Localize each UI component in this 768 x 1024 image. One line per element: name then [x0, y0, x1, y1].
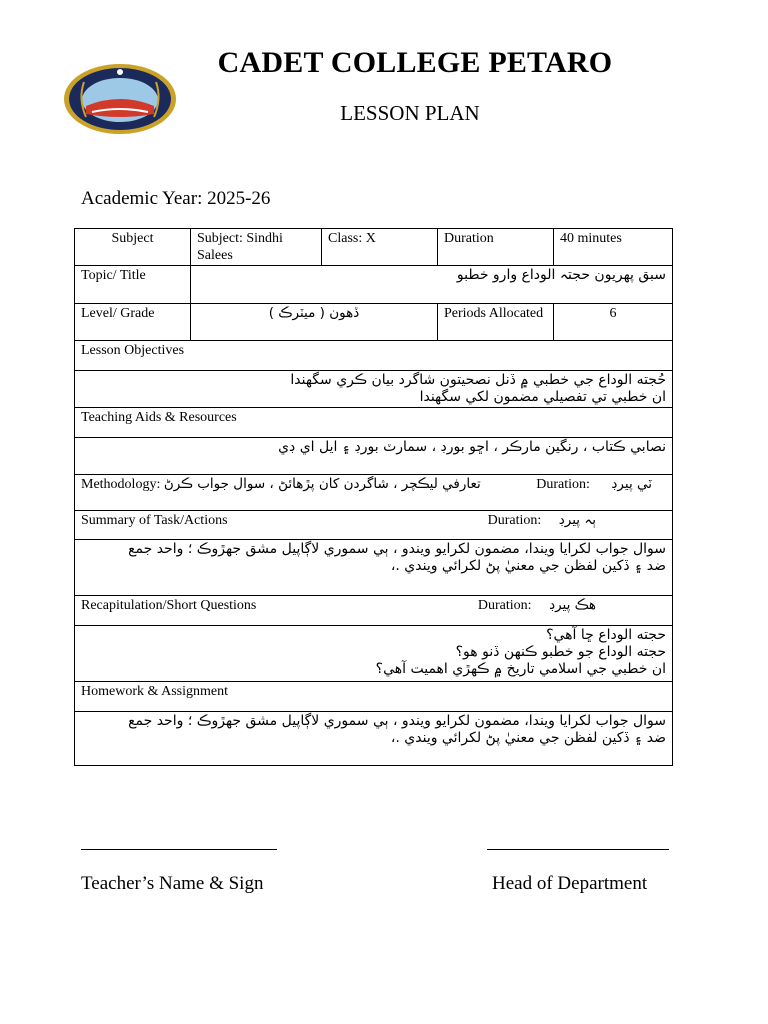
teacher-signature-line — [81, 849, 277, 850]
objective-line: حُجته الوداع جي خطبي ۾ ڏنل نصحيتون شاگرد بيان ڪري سگهندا — [290, 372, 666, 388]
objective-line: ان خطبي تي تفصيلي مضمون لکي سگهندا — [419, 389, 666, 405]
homework-line: ضد ۽ ڏکين لفظن جي معنيٰ پڻ لکرائي ويندي .، — [390, 730, 666, 746]
document-title: LESSON PLAN — [340, 101, 480, 125]
homework-line: سوال جواب لکرايا ويندا، مضمون لکرايو ويندو ، ٻي سموري لاڳاپيل مشق جهڙوڪ ؛ واحد جمع — [128, 713, 666, 729]
recap-question: حجته الوداع جو خطبو ڪنهن ڏنو هو؟ — [455, 644, 666, 660]
table-row — [75, 341, 673, 371]
teacher-sign-label: Teacher’s Name & Sign — [81, 873, 264, 894]
summary-line: سوال جواب لکرايا ويندا، مضمون لکرايو ويندو ، ٻي سموري لاڳاپيل مشق جهڙوڪ ؛ واحد جمع — [128, 541, 666, 557]
class-value: Class: X — [322, 229, 438, 266]
lesson-plan-table — [74, 228, 673, 766]
subject-label: Subject — [75, 229, 191, 266]
objectives-content — [75, 371, 673, 408]
homework-label: Homework & Assignment — [75, 682, 673, 712]
subject-value: Subject: Sindhi Salees — [191, 229, 322, 266]
recap-questions — [75, 626, 673, 682]
summary-line: ضد ۽ ڏکين لفظن جي معنيٰ پڻ لکرائي ويندي .، — [390, 558, 666, 574]
hod-label: Head of Department — [492, 873, 648, 894]
methodology-label: Methodology: — [81, 477, 161, 492]
methodology-value: تعارفي ليڪچر ، شاگردن کان پڙهائڻ ، سوال جواب ڪرڻ — [163, 476, 481, 492]
table-row — [75, 475, 673, 511]
methodology-cell — [75, 475, 673, 511]
methodology-duration-value: ٽي پيرڊ — [611, 476, 652, 492]
table-row — [75, 596, 673, 626]
academic-year: Academic Year: 2025-26 — [81, 188, 271, 209]
summary-label: Summary of Task/Actions — [81, 513, 228, 528]
objectives-label: Lesson Objectives — [75, 341, 673, 371]
periods-value: 6 — [554, 304, 673, 341]
table-row — [75, 304, 673, 341]
summary-duration-value: ٻہ پيرڊ — [558, 512, 596, 528]
recap-duration-value: هڪ پيرڊ — [549, 597, 596, 613]
homework-content — [75, 712, 673, 766]
table-row — [75, 511, 673, 540]
college-title: CADET COLLEGE PETARO — [217, 46, 613, 79]
table-row — [75, 682, 673, 712]
table-row — [75, 371, 673, 408]
table-row — [75, 266, 673, 304]
duration-value: 40 minutes — [554, 229, 673, 266]
recap-label: Recapitulation/Short Questions — [81, 598, 257, 613]
table-row — [75, 438, 673, 475]
table-row — [75, 626, 673, 682]
duration-label: Duration — [438, 229, 554, 266]
table-row — [75, 540, 673, 596]
table-row — [75, 229, 673, 266]
hod-signature-line — [487, 849, 669, 850]
summary-content — [75, 540, 673, 596]
methodology-duration-label: Duration: — [536, 477, 590, 492]
topic-label: Topic/ Title — [75, 266, 191, 304]
table-row — [75, 712, 673, 766]
summary-header — [75, 511, 673, 540]
recap-header — [75, 596, 673, 626]
recap-question: حجته الوداع ڇا آهي؟ — [546, 627, 666, 643]
level-label: Level/ Grade — [75, 304, 191, 341]
recap-question: ان خطبي جي اسلامي تاريخ ۾ ڪهڙي اهميت آهي؟ — [375, 661, 666, 677]
table-row — [75, 408, 673, 438]
aids-label: Teaching Aids & Resources — [75, 408, 673, 438]
recap-duration-label: Duration: — [477, 598, 532, 613]
level-value: ڏهون ( ميٽرڪ ) — [191, 304, 438, 341]
aids-content: نصابي ڪتاب ، رنگين مارڪر ، اڇو بورڊ ، سمارٽ بورڊ ۽ ايل اي ڊي — [75, 438, 673, 475]
topic-value: سبق پهريون حجتہ الوداع وارو خطبو — [191, 266, 673, 304]
periods-label: Periods Allocated — [438, 304, 554, 341]
summary-duration-label: Duration: — [487, 513, 542, 528]
